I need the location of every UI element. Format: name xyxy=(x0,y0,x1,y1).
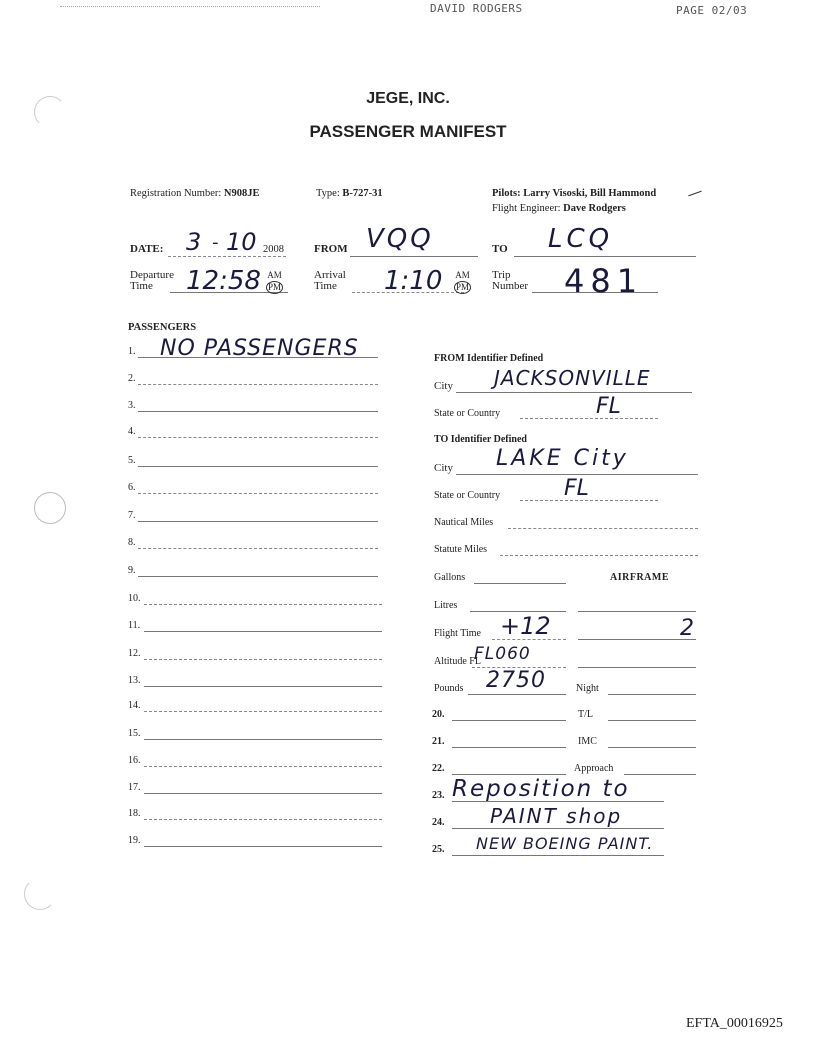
passenger-row-number: 10. xyxy=(128,593,141,604)
fax-page: PAGE 02/03 xyxy=(676,4,748,17)
litres-airframe-line xyxy=(578,611,696,612)
pounds-label: Pounds xyxy=(434,683,464,694)
departure-am: AM xyxy=(267,270,282,280)
passenger-row-line xyxy=(138,521,378,522)
passenger-row-line xyxy=(138,548,378,549)
row-25-remark: NEW BOEING PAINT. xyxy=(476,834,654,853)
passenger-row-line xyxy=(138,576,378,577)
night-line xyxy=(608,694,696,695)
departure-value: 12:58 xyxy=(186,266,261,296)
pilots xyxy=(492,188,656,199)
aircraft-type xyxy=(316,188,383,199)
departure-label xyxy=(130,270,174,292)
departure-label-2: Time xyxy=(130,280,153,292)
litres-label: Litres xyxy=(434,600,458,611)
row-20-number: 20. xyxy=(432,709,445,720)
to-line xyxy=(514,256,696,257)
passenger-row-number: 13. xyxy=(128,675,141,686)
departure-label-1: Departure xyxy=(130,269,174,281)
passenger-row-number: 6. xyxy=(128,482,136,493)
passenger-row-line xyxy=(144,631,382,632)
punch-hole-bottom xyxy=(24,878,56,910)
passenger-row-line xyxy=(144,711,382,712)
from-city-value: JACKSONVILLE xyxy=(494,366,651,390)
airframe-time-line xyxy=(578,639,696,640)
registration xyxy=(130,188,260,199)
to-city-line xyxy=(456,474,698,475)
arrival-ampm xyxy=(454,270,471,294)
altitude-value: FL060 xyxy=(474,644,531,664)
night-label: Night xyxy=(576,683,599,694)
from-state-label: State or Country xyxy=(434,408,501,419)
statute-miles-label: Statute Miles xyxy=(434,544,488,555)
company-name: JEGE, INC. xyxy=(366,90,450,107)
passenger-row-line xyxy=(138,437,378,438)
to-city-value: LAKE City xyxy=(496,446,629,471)
approach-label: Approach xyxy=(574,763,614,774)
passenger-row-line xyxy=(138,493,378,494)
date-month: 3 xyxy=(186,228,202,256)
to-state-line xyxy=(520,500,658,501)
row-21-number: 21. xyxy=(432,736,445,747)
date-sep: - xyxy=(212,232,219,253)
flight-time-value: +12 xyxy=(500,612,551,640)
arrival-value: 1:10 xyxy=(384,266,443,296)
pounds-line xyxy=(468,694,566,695)
row-23-remark: Reposition to xyxy=(452,776,630,802)
from-state-value: FL xyxy=(596,394,621,419)
passenger-row-line xyxy=(144,766,382,767)
from-label: FROM xyxy=(314,243,348,255)
trip-label xyxy=(492,270,528,292)
trip-value: 481 xyxy=(564,262,644,300)
passenger-row-line xyxy=(144,793,382,794)
passenger-row-number: 19. xyxy=(128,835,141,846)
pilots-value: Larry Visoski, Bill Hammond xyxy=(523,188,657,199)
altitude-airframe-line xyxy=(578,667,696,668)
to-identifier-heading: TO Identifier Defined xyxy=(434,434,527,445)
departure-ampm xyxy=(266,270,283,294)
punch-hole-middle xyxy=(34,492,66,524)
departure-pm-circled: PM xyxy=(268,282,282,292)
passenger-row-line xyxy=(144,659,382,660)
passenger-row-number: 1. xyxy=(128,346,136,357)
passenger-row-line xyxy=(138,466,378,467)
row-21-line xyxy=(452,747,566,748)
passenger-row-number: 2. xyxy=(128,373,136,384)
passenger-row-line xyxy=(138,411,378,412)
to-value: LCQ xyxy=(548,224,614,254)
passenger-row-number: 3. xyxy=(128,400,136,411)
check-mark xyxy=(688,191,701,197)
passenger-row-number: 16. xyxy=(128,755,141,766)
engineer-label: Flight Engineer: xyxy=(492,203,561,214)
passenger-row-number: 7. xyxy=(128,510,136,521)
passenger-1-name: NO PASSENGERS xyxy=(160,336,359,361)
passenger-row-line xyxy=(144,819,382,820)
trip-label-1: Trip xyxy=(492,269,511,281)
passenger-row-line xyxy=(144,604,382,605)
pounds-value: 2750 xyxy=(486,668,546,693)
date-year: 2008 xyxy=(263,244,284,255)
passenger-row-line xyxy=(144,739,382,740)
date-label: DATE: xyxy=(130,243,164,255)
pilots-label: Pilots: xyxy=(492,188,521,199)
gallons-line xyxy=(474,583,566,584)
passenger-row-number: 17. xyxy=(128,782,141,793)
arrival-label xyxy=(314,270,346,292)
row-22-number: 22. xyxy=(432,763,445,774)
flight-time-label: Flight Time xyxy=(434,628,481,639)
row-23-number: 23. xyxy=(432,790,445,801)
imc-line xyxy=(608,747,696,748)
tl-line xyxy=(608,720,696,721)
from-state-line xyxy=(520,418,658,419)
fax-header-faint xyxy=(60,0,320,7)
imc-label: IMC xyxy=(578,736,597,747)
row-25-line xyxy=(452,855,664,856)
flight-engineer xyxy=(492,203,626,214)
type-value: B-727-31 xyxy=(342,188,383,199)
row-24-number: 24. xyxy=(432,817,445,828)
passenger-row-number: 12. xyxy=(128,648,141,659)
arrival-am: AM xyxy=(455,270,470,280)
passenger-row-number: 14. xyxy=(128,700,141,711)
document-id: EFTA_00016925 xyxy=(686,1016,783,1031)
row-25-number: 25. xyxy=(432,844,445,855)
registration-label: Registration Number: xyxy=(130,188,222,199)
trip-label-2: Number xyxy=(492,280,529,292)
type-label: Type: xyxy=(316,188,340,199)
passenger-row-number: 18. xyxy=(128,808,141,819)
passengers-heading: PASSENGERS xyxy=(128,322,197,333)
to-city-label: City xyxy=(434,462,453,474)
row-24-remark: PAINT shop xyxy=(490,804,623,828)
passenger-row-line xyxy=(144,846,382,847)
passenger-row-number: 4. xyxy=(128,426,136,437)
form-title: PASSENGER MANIFEST xyxy=(309,122,507,141)
to-state-label: State or Country xyxy=(434,490,501,501)
arrival-label-2: Time xyxy=(314,280,337,292)
gallons-label: Gallons xyxy=(434,572,466,583)
engineer-value: Dave Rodgers xyxy=(563,203,626,214)
airframe-heading: AIRFRAME xyxy=(610,572,669,583)
passenger-row-line xyxy=(144,686,382,687)
from-city-label: City xyxy=(434,380,453,392)
row-20-line xyxy=(452,720,566,721)
to-label: TO xyxy=(492,243,508,255)
passenger-row-number: 5. xyxy=(128,455,136,466)
registration-value: N908JE xyxy=(223,188,260,199)
passenger-row-number: 11. xyxy=(128,620,141,631)
to-state-value: FL xyxy=(564,476,589,501)
row-24-line xyxy=(452,828,664,829)
from-line xyxy=(350,256,478,257)
fax-sender: DAVID RODGERS xyxy=(430,2,523,15)
passenger-row-line xyxy=(138,384,378,385)
altitude-label: Altitude FL xyxy=(434,656,481,667)
passenger-row-number: 9. xyxy=(128,565,136,576)
date-line xyxy=(168,256,286,257)
statute-miles-line xyxy=(500,555,698,556)
passenger-row-number: 15. xyxy=(128,728,141,739)
arrival-pm-circled: PM xyxy=(456,282,470,292)
from-identifier-heading: FROM Identifier Defined xyxy=(434,353,544,364)
tl-label: T/L xyxy=(578,709,593,720)
row-22-line xyxy=(452,774,566,775)
from-value: VQQ xyxy=(366,224,434,254)
date-day: 10 xyxy=(226,228,257,256)
nautical-miles-line xyxy=(508,528,698,529)
arrival-label-1: Arrival xyxy=(314,269,346,281)
nautical-miles-label: Nautical Miles xyxy=(434,517,494,528)
passenger-row-number: 8. xyxy=(128,537,136,548)
airframe-time-value: 2 xyxy=(680,616,694,641)
approach-line xyxy=(624,774,696,775)
from-city-line xyxy=(456,392,692,393)
